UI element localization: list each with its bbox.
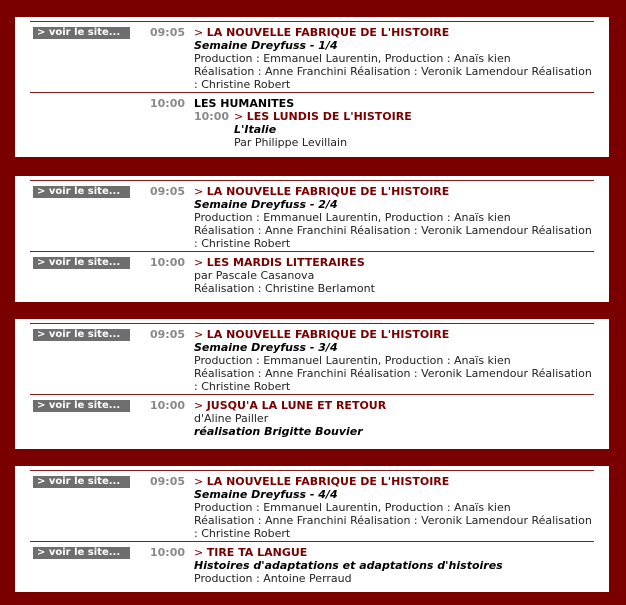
program-credit: Production : Emmanuel Laurentin, Production : Anaïs kien (194, 354, 511, 367)
program-title: TIRE TA LANGUE (206, 546, 308, 559)
program-credit: Production : Emmanuel Laurentin, Production : Anaïs kien (194, 501, 511, 514)
program-title: LA NOUVELLE FABRIQUE DE L'HISTOIRE (206, 328, 450, 341)
day-block (15, 176, 609, 302)
program-entry (30, 323, 594, 394)
program-title-link[interactable] (194, 328, 594, 341)
program-entry (30, 21, 594, 92)
program-title: LA NOUVELLE FABRIQUE DE L'HISTOIRE (206, 475, 450, 488)
program-credit: Réalisation : Anne Franchini Réalisation : Veronik Lamendour Réalisation : Christine Robert (194, 367, 592, 393)
program-credit: Réalisation : Anne Franchini Réalisation : Veronik Lamendour Réalisation : Christine Robert (194, 514, 592, 540)
program-credit: Réalisation : Anne Franchini Réalisation : Veronik Lamendour Réalisation : Christine Robert (194, 65, 592, 91)
program-subtitle: Histoires d'adaptations et adaptations d'histoires (194, 559, 503, 572)
program-title-link[interactable] (194, 546, 594, 559)
program-time: 09:05 (150, 26, 186, 39)
voir-le-site-button[interactable]: > voir le site... (33, 329, 130, 341)
arrow-icon: > (194, 185, 207, 198)
program-credit: Production : Antoine Perraud (194, 572, 352, 585)
program-subtitle: Semaine Dreyfuss - 2/4 (194, 198, 338, 211)
voir-le-site-button[interactable]: > voir le site... (33, 400, 130, 412)
program-title: LA NOUVELLE FABRIQUE DE L'HISTOIRE (206, 185, 450, 198)
day-block (15, 466, 609, 592)
program-time: 10:00 (150, 399, 186, 412)
program-credit: Production : Emmanuel Laurentin, Production : Anaïs kien (194, 52, 511, 65)
program-time: 09:05 (150, 185, 186, 198)
program-time: 10:00 (194, 110, 230, 123)
voir-le-site-button[interactable]: > voir le site... (33, 27, 130, 39)
program-entry (30, 251, 594, 298)
program-title-link[interactable] (194, 256, 594, 269)
program-time: 10:00 (150, 546, 186, 559)
program-entry (30, 92, 594, 153)
program-time: 10:00 (150, 256, 186, 269)
arrow-icon: > (194, 256, 207, 269)
program-subtitle: Semaine Dreyfuss - 4/4 (194, 488, 338, 501)
program-credit: Réalisation : Christine Berlamont (194, 282, 375, 295)
program-subtitle: L'Italie (234, 123, 277, 136)
program-credit: Réalisation : Anne Franchini Réalisation : Veronik Lamendour Réalisation : Christine Robert (194, 224, 592, 250)
program-credit: Par Philippe Levillain (234, 136, 348, 149)
program-time: 09:05 (150, 475, 186, 488)
program-credit: par Pascale Casanova (194, 269, 315, 282)
arrow-icon: > (194, 475, 207, 488)
program-title: JUSQU'A LA LUNE ET RETOUR (206, 399, 387, 412)
arrow-icon: > (194, 546, 207, 559)
program-time: 10:00 (150, 97, 186, 110)
arrow-icon: > (234, 110, 247, 123)
voir-le-site-button[interactable]: > voir le site... (33, 186, 130, 198)
program-title: LES MARDIS LITTERAIRES (206, 256, 365, 269)
program-entry (30, 394, 594, 445)
program-credit: Production : Emmanuel Laurentin, Production : Anaïs kien (194, 211, 511, 224)
program-subtitle: Semaine Dreyfuss - 1/4 (194, 39, 338, 52)
program-title: LA NOUVELLE FABRIQUE DE L'HISTOIRE (206, 26, 450, 39)
program-title: LES HUMANITES (194, 97, 295, 110)
program-title-link[interactable] (194, 26, 594, 39)
day-block (15, 17, 609, 157)
program-title-link[interactable] (194, 185, 594, 198)
program-entry (30, 470, 594, 541)
program-entry (30, 541, 594, 588)
arrow-icon: > (194, 328, 207, 341)
nested-program (194, 110, 594, 149)
voir-le-site-button[interactable]: > voir le site... (33, 547, 130, 559)
program-title-link[interactable] (194, 399, 594, 412)
voir-le-site-button[interactable]: > voir le site... (33, 257, 130, 269)
program-time: 09:05 (150, 328, 186, 341)
program-title-link[interactable] (234, 110, 594, 123)
program-title-link[interactable] (194, 475, 594, 488)
program-credit: d'Aline Pailler (194, 412, 269, 425)
program-subtitle: Semaine Dreyfuss - 3/4 (194, 341, 338, 354)
day-block (15, 319, 609, 449)
arrow-icon: > (194, 26, 207, 39)
program-credit-italic: réalisation Brigitte Bouvier (194, 425, 363, 438)
voir-le-site-button[interactable]: > voir le site... (33, 476, 130, 488)
program-entry (30, 180, 594, 251)
program-title: LES LUNDIS DE L'HISTOIRE (246, 110, 412, 123)
arrow-icon: > (194, 399, 207, 412)
